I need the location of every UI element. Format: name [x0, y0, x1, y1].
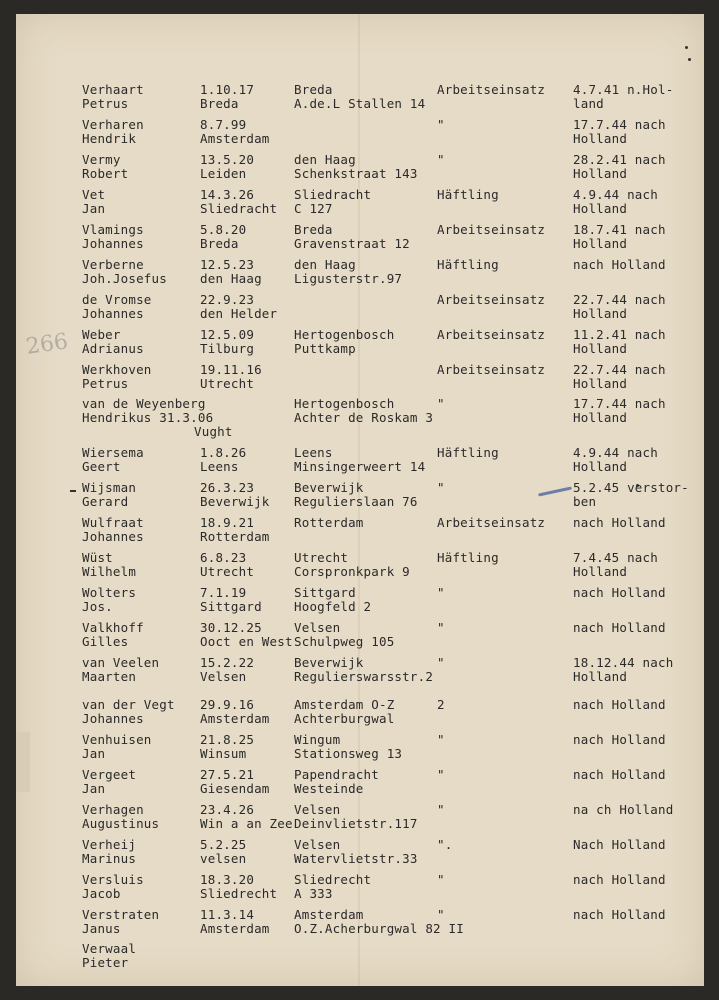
record-birth-place: Amsterdam [200, 131, 270, 146]
record-remark: 4.9.44 nach [573, 187, 658, 202]
record-given-name: Pieter [82, 955, 129, 970]
ink-dot [685, 46, 688, 49]
record-name-line: Verheij [82, 837, 137, 852]
record-remark: 4.9.44 nach [573, 445, 658, 460]
record-name-line: Versluis [82, 872, 144, 887]
record-extra-place: Vught [194, 424, 233, 439]
record-residence-city: Hertogenbosch [294, 327, 395, 342]
record-remark: nach Holland [573, 732, 666, 747]
record-birth-date: 29.9.16 [200, 697, 255, 712]
record-name-line: Valkhoff [82, 620, 144, 635]
torn-edge [16, 732, 30, 792]
record-residence-street: Regulierswarsstr.2 [294, 669, 434, 684]
record-residence-street: Ligusterstr.97 [294, 271, 403, 286]
record-residence-city: den Haag [294, 257, 356, 272]
record-birth-date: 12.5.23 [200, 257, 255, 272]
record-remark-cont: Holland [573, 564, 628, 579]
record-remark-cont: ben [573, 494, 597, 509]
record-residence-street: Schulpweg 105 [294, 634, 395, 649]
record-birth-date: 6.8.23 [200, 550, 247, 565]
record-status: Arbeitseinsatz [437, 515, 546, 530]
record-birth-place: Amsterdam [200, 921, 270, 936]
record-birth-place: Giesendam [200, 781, 270, 796]
record-birth-date: 21.8.25 [200, 732, 255, 747]
record-residence-city: Utrecht [294, 550, 349, 565]
record-residence-city: Amsterdam O-Z [294, 697, 395, 712]
record-remark-cont: Holland [573, 410, 628, 425]
record-birth-date: 14.3.26 [200, 187, 255, 202]
record-residence-city: Beverwijk [294, 655, 364, 670]
record-remark: 4.7.41 n.Hol- [573, 82, 674, 97]
record-birth-date: 18.3.20 [200, 872, 255, 887]
record-name-line: Wulfraat [82, 515, 144, 530]
record-remark-cont: land [573, 96, 604, 111]
document-page [16, 14, 704, 986]
record-given-name: Augustinus [82, 816, 160, 831]
record-given-name: Jan [82, 746, 106, 761]
record-remark-cont: Holland [573, 236, 628, 251]
record-birth-place: velsen [200, 851, 247, 866]
record-residence-street: Schenkstraat 143 [294, 166, 418, 181]
record-birth-place: Tilburg [200, 341, 255, 356]
record-birth-place: Breda [200, 96, 239, 111]
record-residence-city: Papendracht [294, 767, 379, 782]
record-residence-city: Velsen [294, 620, 341, 635]
record-residence-street: Corspronkpark 9 [294, 564, 410, 579]
record-remark-cont: Holland [573, 669, 628, 684]
record-remark: nach Holland [573, 697, 666, 712]
record-residence-street: Puttkamp [294, 341, 356, 356]
record-residence-street: Stationsweg 13 [294, 746, 403, 761]
record-given-name: Petrus [82, 376, 129, 391]
record-remark: 22.7.44 nach [573, 292, 666, 307]
record-given-name: Geert [82, 459, 121, 474]
record-birth-place: Breda [200, 236, 239, 251]
record-remark: nach Holland [573, 872, 666, 887]
record-given-name: Hendrikus 31.3.06 [82, 410, 214, 425]
record-birth-date: 12.5.09 [200, 327, 255, 342]
record-name-line: van de Weyenberg [82, 396, 206, 411]
record-birth-place: den Helder [200, 306, 278, 321]
record-given-name: Jos. [82, 599, 113, 614]
record-remark-cont: Holland [573, 341, 628, 356]
record-given-name: Jan [82, 781, 106, 796]
record-residence-street: Watervlietstr.33 [294, 851, 418, 866]
record-birth-place: Amsterdam [200, 711, 270, 726]
record-status: Häftling [437, 187, 499, 202]
record-given-name: Johannes [82, 236, 144, 251]
record-residence-city: Amsterdam [294, 907, 364, 922]
record-birth-date: 27.5.21 [200, 767, 255, 782]
record-status: " [437, 872, 445, 887]
record-status: " [437, 396, 445, 411]
record-given-name: Johannes [82, 711, 144, 726]
record-birth-date: 18.9.21 [200, 515, 255, 530]
record-name-line: Verberne [82, 257, 144, 272]
record-given-name: Joh.Josefus [82, 271, 167, 286]
record-remark: nach Holland [573, 257, 666, 272]
record-residence-city: Breda [294, 82, 333, 97]
record-remark: 18.7.41 nach [573, 222, 666, 237]
record-name-line: Verstraten [82, 907, 160, 922]
record-remark: 5.2.45 verstor- [573, 480, 689, 495]
record-name-line: Wolters [82, 585, 137, 600]
record-given-name: Jacob [82, 886, 121, 901]
record-status: " [437, 152, 445, 167]
record-birth-place: Beverwijk [200, 494, 270, 509]
blue-pencil-mark [538, 486, 572, 496]
record-remark-cont: Holland [573, 459, 628, 474]
record-birth-place: Velsen [200, 669, 247, 684]
record-remark: nach Holland [573, 767, 666, 782]
record-birth-place: Utrecht [200, 564, 255, 579]
ink-dot [688, 58, 691, 61]
record-residence-street: Hoogfeld 2 [294, 599, 372, 614]
record-remark-cont: Holland [573, 376, 628, 391]
record-birth-date: 1.10.17 [200, 82, 255, 97]
record-status: " [437, 732, 445, 747]
record-birth-date: 22.9.23 [200, 292, 255, 307]
record-given-name: Adrianus [82, 341, 144, 356]
record-status: Häftling [437, 445, 499, 460]
record-remark-cont: Holland [573, 131, 628, 146]
record-birth-place: Leiden [200, 166, 247, 181]
record-remark: nach Holland [573, 620, 666, 635]
record-remark: 28.2.41 nach [573, 152, 666, 167]
record-residence-city: Velsen [294, 802, 341, 817]
record-birth-place: Sliedracht [200, 201, 278, 216]
record-birth-date: 30.12.25 [200, 620, 262, 635]
record-residence-street: A 333 [294, 886, 333, 901]
record-name-line: Venhuisen [82, 732, 152, 747]
record-remark-cont: Holland [573, 201, 628, 216]
record-status: Arbeitseinsatz [437, 362, 546, 377]
record-name-line: Wijsman [82, 480, 137, 495]
record-birth-date: 8.7.99 [200, 117, 247, 132]
record-status: Arbeitseinsatz [437, 82, 546, 97]
record-given-name: Johannes [82, 306, 144, 321]
record-residence-street: Deinvlietstr.117 [294, 816, 418, 831]
record-given-name: Gilles [82, 634, 129, 649]
record-birth-place: Win a an Zee [200, 816, 293, 831]
record-status: 2 [437, 697, 445, 712]
record-name-line: Vet [82, 187, 106, 202]
record-given-name: Wilhelm [82, 564, 137, 579]
record-birth-place: Ooct en West [200, 634, 293, 649]
record-birth-date: 1.8.26 [200, 445, 247, 460]
record-residence-street: Westeinde [294, 781, 364, 796]
record-residence-city: Rotterdam [294, 515, 364, 530]
record-given-name: Robert [82, 166, 129, 181]
record-residence-street: Minsingerweert 14 [294, 459, 426, 474]
record-status: " [437, 802, 445, 817]
record-status: Häftling [437, 550, 499, 565]
record-birth-date: 13.5.20 [200, 152, 255, 167]
record-birth-date: 15.2.22 [200, 655, 255, 670]
record-given-name: Johannes [82, 529, 144, 544]
pencil-page-number: 266 [24, 329, 70, 360]
record-status: " [437, 655, 445, 670]
record-birth-date: 7.1.19 [200, 585, 247, 600]
record-status: " [437, 620, 445, 635]
record-name-line: Vlamings [82, 222, 144, 237]
record-name-line: Verharen [82, 117, 144, 132]
record-remark: Nach Holland [573, 837, 666, 852]
record-residence-city: Hertogenbosch [294, 396, 395, 411]
record-remark: 17.7.44 nach [573, 117, 666, 132]
record-remark-cont: Holland [573, 306, 628, 321]
record-remark: nach Holland [573, 515, 666, 530]
record-status: Arbeitseinsatz [437, 222, 546, 237]
record-remark: 11.2.41 nach [573, 327, 666, 342]
record-status: " [437, 907, 445, 922]
record-remark: 17.7.44 nach [573, 396, 666, 411]
record-birth-date: 26.3.23 [200, 480, 255, 495]
record-residence-city: Velsen [294, 837, 341, 852]
record-name-line: Wiersema [82, 445, 144, 460]
record-given-name: Maarten [82, 669, 137, 684]
record-residence-city: Wingum [294, 732, 341, 747]
record-birth-date: 11.3.14 [200, 907, 255, 922]
record-given-name: Jan [82, 201, 106, 216]
record-name-line: Wüst [82, 550, 113, 565]
record-name-line: Verhaart [82, 82, 144, 97]
record-birth-date: 5.8.20 [200, 222, 247, 237]
record-residence-city: den Haag [294, 152, 356, 167]
margin-mark [70, 490, 76, 492]
record-residence-city: Breda [294, 222, 333, 237]
record-given-name: Hendrik [82, 131, 137, 146]
record-given-name: Marinus [82, 851, 137, 866]
record-given-name: Gerard [82, 494, 129, 509]
record-name-line: Vergeet [82, 767, 137, 782]
record-birth-date: 5.2.25 [200, 837, 247, 852]
record-residence-city: Sliedrecht [294, 872, 372, 887]
record-birth-place: Winsum [200, 746, 247, 761]
record-remark: nach Holland [573, 907, 666, 922]
record-residence-street: Regulierslaan 76 [294, 494, 418, 509]
record-residence-street: Gravenstraat 12 [294, 236, 410, 251]
record-remark: na ch Holland [573, 802, 674, 817]
record-birth-place: Leens [200, 459, 239, 474]
record-birth-place: Sittgard [200, 599, 262, 614]
record-residence-city: Sliedracht [294, 187, 372, 202]
record-residence-city: Beverwijk [294, 480, 364, 495]
record-remark: 22.7.44 nach [573, 362, 666, 377]
record-residence-street: C 127 [294, 201, 333, 216]
record-given-name: Janus [82, 921, 121, 936]
record-residence-city: Leens [294, 445, 333, 460]
record-birth-place: den Haag [200, 271, 262, 286]
record-birth-date: 23.4.26 [200, 802, 255, 817]
record-name-line: van Veelen [82, 655, 160, 670]
record-birth-place: Utrecht [200, 376, 255, 391]
record-status: ". [437, 837, 453, 852]
record-residence-street: A.de.L Stallen 14 [294, 96, 426, 111]
record-residence-city: Sittgard [294, 585, 356, 600]
record-remark: nach Holland [573, 585, 666, 600]
record-remark-cont: Holland [573, 166, 628, 181]
record-name-line: Verhagen [82, 802, 144, 817]
record-birth-place: Rotterdam [200, 529, 270, 544]
record-residence-street: Achter de Roskam 3 [294, 410, 434, 425]
record-given-name: Petrus [82, 96, 129, 111]
record-birth-place: Sliedrecht [200, 886, 278, 901]
record-name-line: Vermy [82, 152, 121, 167]
record-status: Arbeitseinsatz [437, 327, 546, 342]
record-status: " [437, 585, 445, 600]
record-name-line: Verwaal [82, 941, 137, 956]
record-residence-street: Achterburgwal [294, 711, 395, 726]
record-name-line: Weber [82, 327, 121, 342]
record-residence-street: O.Z.Acherburgwal 82 II [294, 921, 464, 936]
record-name-line: Werkhoven [82, 362, 152, 377]
record-status: Arbeitseinsatz [437, 292, 546, 307]
record-remark: 18.12.44 nach [573, 655, 674, 670]
record-remark: 7.4.45 nach [573, 550, 658, 565]
record-status: " [437, 480, 445, 495]
record-name-line: de Vromse [82, 292, 152, 307]
record-birth-date: 19.11.16 [200, 362, 262, 377]
record-name-line: van der Vegt [82, 697, 175, 712]
record-status: " [437, 117, 445, 132]
record-status: " [437, 767, 445, 782]
record-status: Häftling [437, 257, 499, 272]
